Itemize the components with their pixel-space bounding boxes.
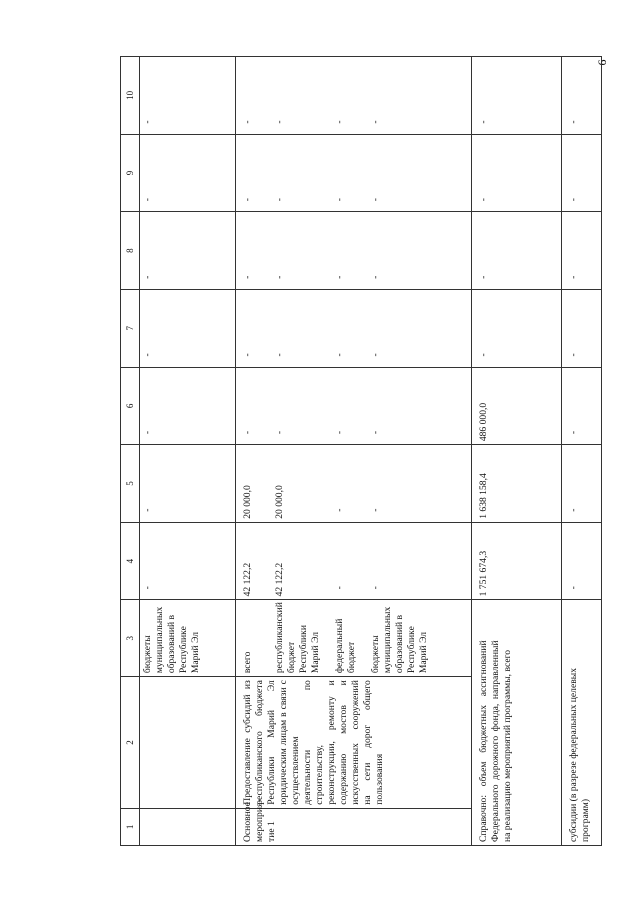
col-header-8: 8 [121,212,140,290]
cell-value: - [236,57,272,135]
cell-value: - [368,522,472,600]
table-row [562,57,602,846]
rotated-table-container [120,56,591,846]
cell-value: - [562,57,602,135]
cell-value: - [272,367,332,445]
cell-value: - [236,134,272,212]
cell-source: бюджеты муниципальных образований в Республике Марий Эл [140,600,236,677]
cell-value: - [332,367,368,445]
col-header-2: 2 [121,677,140,809]
cell-value: - [140,289,236,367]
cell-value: 1 638 158,4 [472,445,562,523]
cell-value: - [236,367,272,445]
cell-value: - [332,445,368,523]
cell-value: 20 000,0 [272,445,332,523]
cell-source: республиканский бюджет Республики Марий Эл [272,600,332,677]
cell-activity: Основное мероприя-тие 1 [236,808,472,845]
cell-value: - [140,522,236,600]
cell-value: - [140,212,236,290]
cell-value: 486 000,0 [472,367,562,445]
cell-value: - [140,134,236,212]
cell-value: - [472,134,562,212]
cell-reference-label: субсидии (в разрезе федеральных целевых программ) [562,600,602,846]
cell-value: - [562,522,602,600]
cell-value: - [472,212,562,290]
cell-value: - [368,212,472,290]
cell-value: 20 000,0 [236,445,272,523]
cell-value: - [236,212,272,290]
cell-value: - [368,134,472,212]
cell-value: - [562,134,602,212]
cell-source: всего [236,600,272,677]
col-header-9: 9 [121,134,140,212]
cell-value: - [562,289,602,367]
col-header-6: 6 [121,367,140,445]
cell-value: - [368,367,472,445]
cell-value: - [332,289,368,367]
col-header-5: 5 [121,445,140,523]
cell-value: - [562,445,602,523]
cell-value: - [140,367,236,445]
cell-value: - [368,289,472,367]
table-row [236,57,272,846]
cell-value: - [368,445,472,523]
cell-value: - [472,57,562,135]
col-header-4: 4 [121,522,140,600]
table-row [472,57,562,846]
cell-value: - [236,289,272,367]
header-row [121,57,140,846]
cell-source: бюджеты муниципальных образований в Республике Марий Эл [368,600,472,677]
cell-description [140,677,236,809]
cell-value: - [140,57,236,135]
col-header-3: 3 [121,600,140,677]
cell-value: - [272,57,332,135]
cell-value: 42 122,2 [272,522,332,600]
cell-value: - [562,212,602,290]
cell-value: - [272,212,332,290]
table-row [140,57,236,846]
cell-value: 1 751 674,3 [472,522,562,600]
cell-value: - [332,212,368,290]
cell-value: - [562,367,602,445]
col-header-7: 7 [121,289,140,367]
cell-value: 42 122,2 [236,522,272,600]
cell-source: федеральный бюджет [332,600,368,677]
col-header-10: 10 [121,57,140,135]
page-number: 9 [595,59,610,66]
cell-description: Предоставление субсидий из республиканского бюджета Республики Марий Эл юридическим лицам в связи с осуществлением деятельности по строительству, реконструкции, ремонту и содержанию мостов и искусственных сооружений на сети дорог общего пользования [236,677,472,809]
cell-value: - [272,134,332,212]
cell-value: - [472,289,562,367]
cell-value: - [332,522,368,600]
cell-reference-label: Справочно: объем бюджетных ассигнований Федерального дорожного фонда, направленный на реализацию мероприятий программы, всего [472,600,562,846]
col-header-1: 1 [121,808,140,845]
cell-value: - [332,134,368,212]
budget-table [120,56,602,846]
cell-value: - [332,57,368,135]
cell-activity [140,808,236,845]
cell-value: - [368,57,472,135]
cell-value: - [140,445,236,523]
cell-value: - [272,289,332,367]
